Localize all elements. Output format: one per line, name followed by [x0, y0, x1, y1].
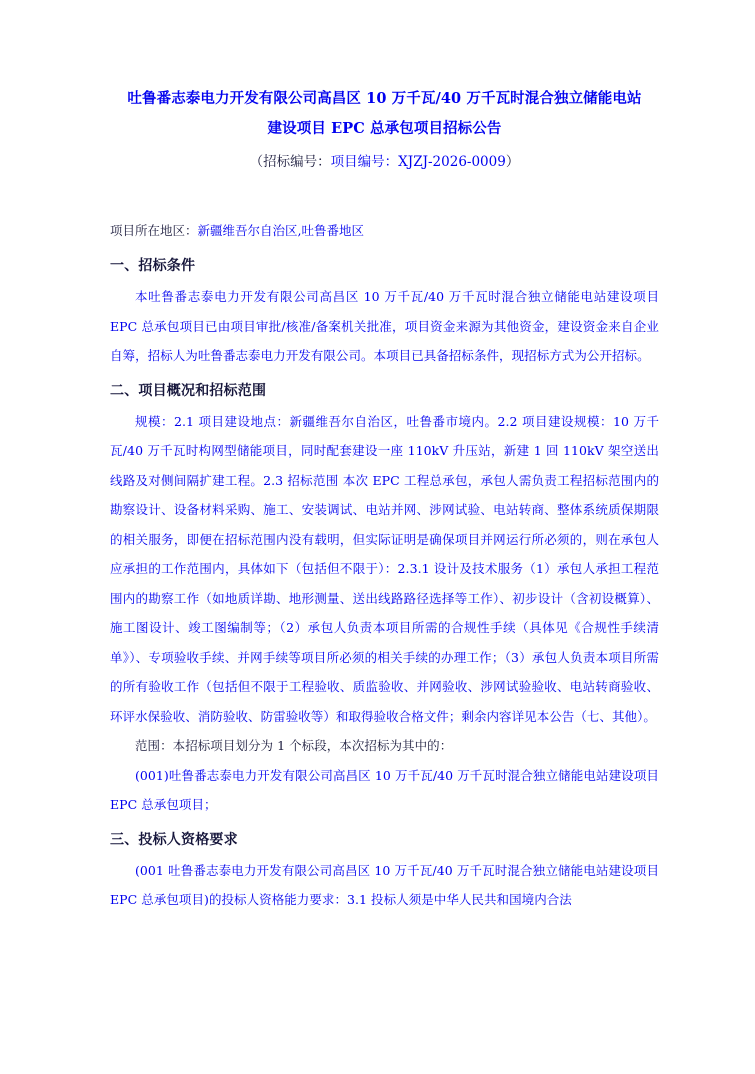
project-location-value: 新疆维吾尔自治区,吐鲁番地区: [197, 223, 364, 238]
section-heading-3: 三、投标人资格要求: [110, 831, 238, 848]
document-title-block: [110, 84, 659, 178]
section-1-paragraph-1: 本吐鲁番志泰电力开发有限公司高昌区 10 万千瓦/40 万千瓦时混合独立储能电站建设项目 EPC 总承包项目已由项目审批/核准/备案机关批准，项目资金来源为其他资金，建设资金来自企业自筹，招标人为吐鲁番志泰电力开发有限公司。本项目已具备招标条件，现招标方式为公开招标。: [110, 289, 659, 363]
tender-number-prefix: （招标编号：: [249, 154, 331, 170]
tender-number-value: 项目编号：XJZJ-2026-0009: [330, 154, 506, 170]
section-heading-1: 一、招标条件: [110, 258, 196, 274]
section-2-paragraph-3: (001)吐鲁番志泰电力开发有限公司高昌区 10 万千瓦/40 万千瓦时混合独立储能电站建设项目 EPC 总承包项目；: [110, 767, 659, 812]
section-2-paragraph-2: 范围：本招标项目划分为 1 个标段，本次招标为其中的：: [135, 738, 453, 753]
title-body-spacer: [110, 180, 659, 220]
tender-number-line: [110, 144, 659, 178]
page-title-line-2: 建设项目 EPC 总承包项目招标公告: [267, 120, 502, 137]
section-heading-2: 二、项目概况和招标范围: [110, 382, 267, 399]
project-location-line: [110, 220, 659, 242]
section-2-paragraph-1: 规模：2.1 项目建设地点：新疆维吾尔自治区，吐鲁番市境内。2.2 项目建设规模：10 万千瓦/40 万千瓦时构网型储能项目，同时配套建设一座 110kV 升压站，新建 1 回 110kV 架空送出线路及对侧间隔扩建工程。2.3 招标范围 本次 EPC 工程总承包，承包人需负责工程招标范围内的勘察设计、设备材料采购、施工、安装调试、电站并网、涉网试验、电站转商、整体系统质保期限的相关服务，即便在招标范围内没有载明，但实际证明是确保项目并网运行所必须的，则在承包人应承担的工作范围内，具体如下（包括但不限于）：2.3.1 设计及技术服务（1）承包人承担工程范围内的勘察工作（如地质详勘、地形测量、送出线路路径选择等工作）、初步设计（含初设概算）、施工图设计、竣工图编制等；（2）承包人负责本项目所需的合规性手续（具体见《合规性手续清单》）、专项验收手续、并网手续等项目所必须的相关手续的办理工作；（3）承包人负责本项目所需的所有验收工作（包括但不限于工程验收、质监验收、并网验收、涉网试验验收、电站转商验收、环评水保验收、消防验收、防雷验收等）和取得验收合格文件；剩余内容详见本公告（七、其他）。: [110, 413, 659, 724]
page-title-line-1: 吐鲁番志泰电力开发有限公司高昌区 10 万千瓦/40 万千瓦时混合独立储能电站: [127, 90, 642, 107]
project-location-label: 项目所在地区：: [110, 223, 198, 238]
tender-number-suffix: ）: [505, 154, 520, 170]
section-3-paragraph-1: (001 吐鲁番志泰电力开发有限公司高昌区 10 万千瓦/40 万千瓦时混合独立储能电站建设项目 EPC 总承包项目)的投标人资格能力要求：3.1 投标人须是中华人民共和国境内合法: [110, 862, 659, 907]
